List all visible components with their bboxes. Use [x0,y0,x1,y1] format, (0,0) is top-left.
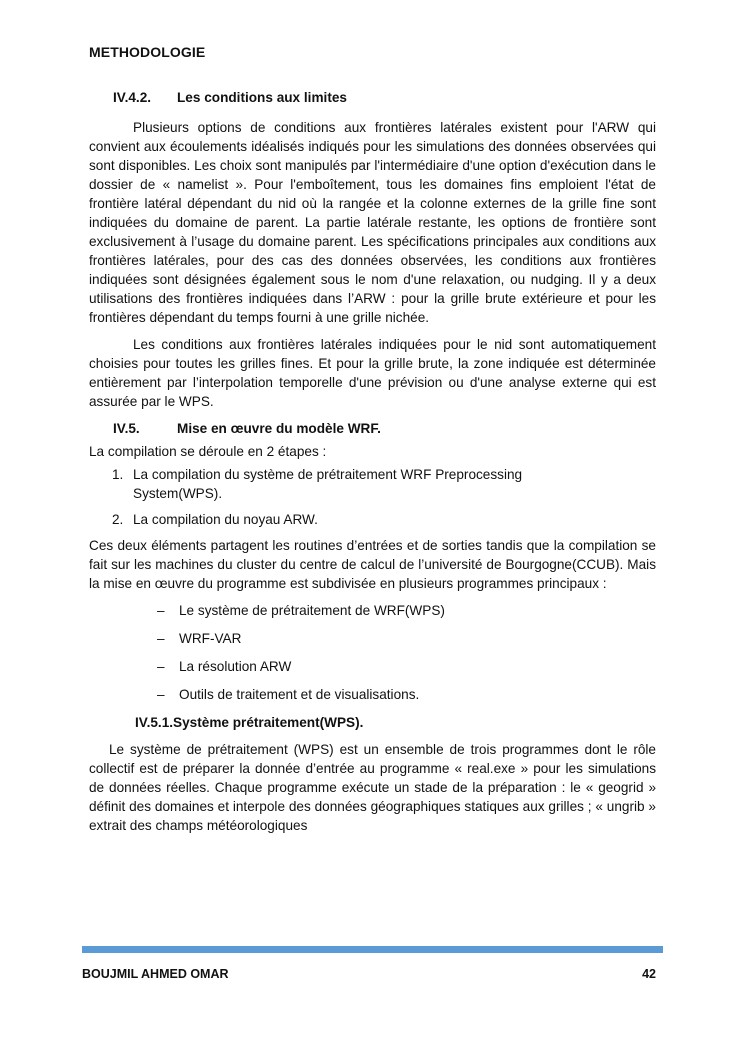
section-number: IV.5. [113,421,140,436]
list-item-text: Outils de traitement et de visualisations. [179,687,420,702]
section-title: Mise en œuvre du modèle WRF. [177,421,381,436]
section-heading-iv-5 [113,419,656,438]
dash-list [89,601,656,704]
section-heading-iv-5-1: IV.5.1.Système prétraitement(WPS). [135,715,364,730]
list-item-text: Le système de prétraitement de WRF(WPS) [179,603,445,618]
list-item [89,601,656,620]
list-item-text: La résolution ARW [179,659,292,674]
list-item [89,657,656,676]
dash-bullet: – [157,659,165,674]
list-item-text: WRF-VAR [179,631,242,646]
paragraph: Les conditions aux frontières latérales indiquées pour le nid sont automatiquement choisies pour toutes les grilles fines. Et pour la grille brute, la zone indiquée est déterminée entièrement par l’interpolation temporelle d'une prévision ou d'une analyse externe qui est assurée par le WPS. [89,337,656,409]
list-number: 2. [112,512,124,527]
running-header: METHODOLOGIE [89,44,206,60]
numbered-list [89,465,656,529]
list-item-text: La compilation du noyau ARW. [133,512,318,527]
paragraph: Le système de prétraitement (WPS) est un ensemble de trois programmes dont le rôle collectif est de préparer la donnée d’entrée au programme « real.exe » pour les simulations de données réelles. Chaque programme exécute un stade de la préparation : le « geogrid » définit des domaines et interpole des données géographiques statiques aux grilles ; « ungrib » extrait des champs météorologiques [89,742,656,833]
paragraph: La compilation se déroule en 2 étapes : [89,444,327,459]
paragraph: Ces deux éléments partagent les routines d’entrées et de sorties tandis que la compilation se fait sur les machines du cluster du centre de calcul de l’université de Bourgogne(CCUB). Mais la mise en œuvre du programme est subdivisée en plusieurs programmes principaux : [89,538,656,591]
section-heading-iv-4-2 [113,88,656,107]
dash-bullet: – [157,603,165,618]
dash-bullet: – [157,631,165,646]
list-item-text: La compilation du système de prétraitement WRF Preprocessing System(WPS). [133,467,523,501]
list-item [89,465,656,503]
footer-author: BOUJMIL AHMED OMAR [82,967,229,981]
list-item [89,629,656,648]
section-title: Les conditions aux limites [177,90,347,105]
list-number: 1. [112,467,124,482]
page-number: 42 [642,967,656,981]
section-number: IV.4.2. [113,90,152,105]
list-item [89,685,656,704]
dash-bullet: – [157,687,165,702]
page-content [89,88,656,843]
list-item [89,510,656,529]
footer-rule [82,946,663,953]
paragraph: Plusieurs options de conditions aux frontières latérales existent pour l'ARW qui convient aux écoulements idéalisés indiqués pour les simulations des données observées qui sont disponibles. Les choix sont manipulés par l'intermédiaire d'une option d'exécution dans le dossier de « namelist ». Pour l'emboîtement, tous les domaines fins emploient l'état de frontière latéral dépendant du nid où la rangée et la colonne externes de la grille fine sont indiquées du domaine de parent. La partie latérale restante, les options de frontière sont exclusivement à l’usage du domaine parent. Les spécifications principales aux conditions aux frontières latérales, pour des cas des données observées, les conditions aux frontières indiquées sont désignées également sous le nom d'une relaxation, ou nudging. Il y a deux utilisations des frontières indiquées dans l’ARW : pour la grille brute extérieure et pour les frontières dépendant du temps fourni à une grille nichée. [89,120,656,325]
